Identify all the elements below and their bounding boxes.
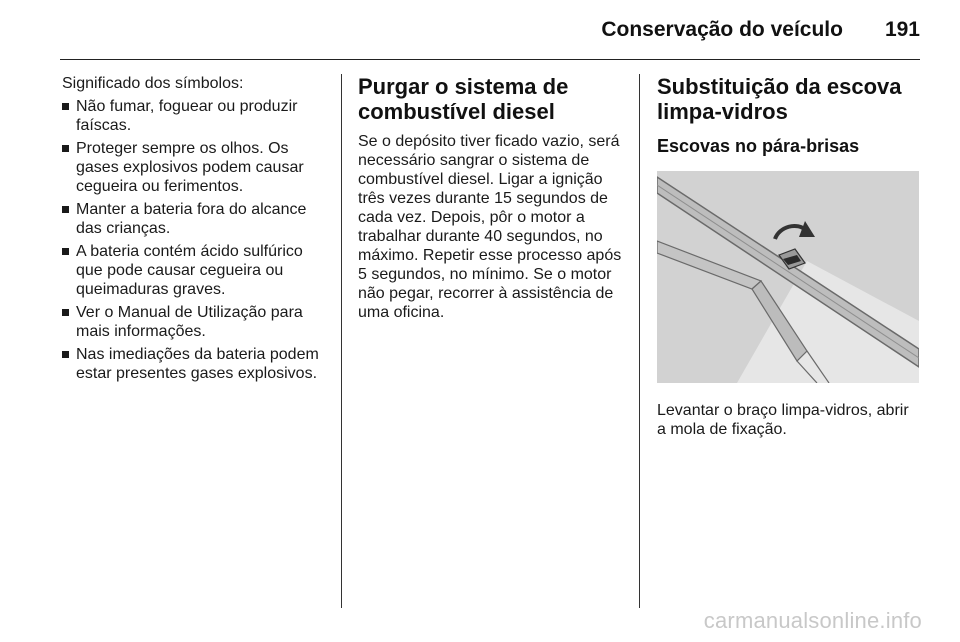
list-item: Ver o Manual de Utilização para mais informações. xyxy=(62,303,332,341)
symbols-intro: Significado dos símbolos: xyxy=(62,75,244,92)
diesel-purge-heading: Purgar o sistema de combustível diesel xyxy=(358,74,569,124)
symbol-list xyxy=(62,97,332,383)
column-wiper-replacement xyxy=(657,74,919,439)
list-item: Nas imediações da bateria podem estar presentes gases explosivos. xyxy=(62,345,332,383)
list-item: A bateria contém ácido sulfúrico que pode causar cegueira ou queimaduras graves. xyxy=(62,242,332,299)
column-battery-symbols xyxy=(62,74,332,387)
header-divider xyxy=(60,59,920,60)
section-title: Conservação do veículo xyxy=(601,18,843,41)
bullet-square-icon xyxy=(62,309,69,316)
bullet-square-icon xyxy=(62,351,69,358)
column-diesel-purge xyxy=(358,74,628,322)
column-divider-2 xyxy=(639,74,640,608)
wiper-blade-illustration xyxy=(657,171,919,383)
wiper-caption: Levantar o braço limpa-vidros, abrir a mola de fixação. xyxy=(657,402,909,438)
page-header xyxy=(60,18,920,48)
list-item: Proteger sempre os olhos. Os gases explosivos podem causar cegueira ou ferimentos. xyxy=(62,139,332,196)
diesel-purge-body: Se o depósito tiver ficado vazio, será necessário sangrar o sistema de combustível diesel. Ligar a ignição três vezes durante 15 segundos de cada vez. Depois, pôr o motor a trabalhar durante 40 segundos, no máximo. Repetir esse processo após 5 segundos, no mínimo. Se o motor não pegar, recorrer à assistência de uma oficina. xyxy=(358,133,622,321)
bullet-square-icon xyxy=(62,206,69,213)
list-item: Manter a bateria fora do alcance das crianças. xyxy=(62,200,332,238)
wiper-heading: Substituição da escova limpa-vidros xyxy=(657,74,902,124)
bullet-square-icon xyxy=(62,145,69,152)
bullet-square-icon xyxy=(62,103,69,110)
wiper-subheading: Escovas no pára-brisas xyxy=(657,136,860,156)
watermark: carmanualsonline.info xyxy=(703,608,922,633)
list-item: Não fumar, foguear ou produzir faíscas. xyxy=(62,97,332,135)
page-number: 191 xyxy=(884,18,920,41)
wiper-blade-icon xyxy=(657,171,919,383)
column-divider-1 xyxy=(341,74,342,608)
bullet-square-icon xyxy=(62,248,69,255)
